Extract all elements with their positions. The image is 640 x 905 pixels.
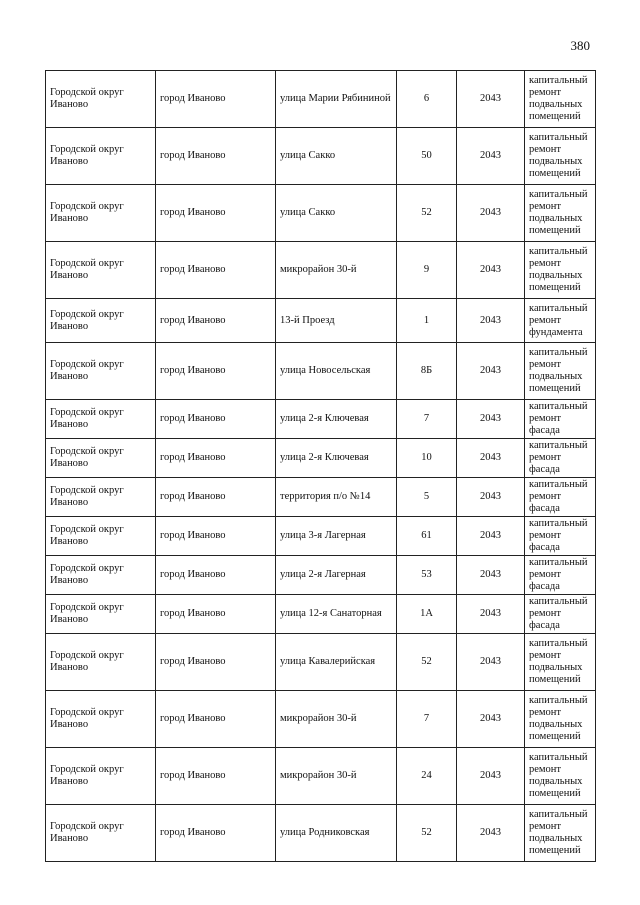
year-cell: 2043	[457, 634, 525, 691]
city-cell: город Иваново	[156, 517, 276, 556]
table-row	[46, 595, 596, 634]
okrug-cell: Городской округ Иваново	[46, 439, 156, 478]
okrug-cell: Городской округ Иваново	[46, 634, 156, 691]
okrug-cell: Городской округ Иваново	[46, 595, 156, 634]
table-row	[46, 439, 596, 478]
registry-body	[46, 71, 596, 862]
house-number-cell: 53	[397, 556, 457, 595]
city-cell: город Иваново	[156, 299, 276, 343]
street-cell: улица 2-я Лагерная	[276, 556, 397, 595]
street-cell: микрорайон 30-й	[276, 691, 397, 748]
year-cell: 2043	[457, 343, 525, 400]
house-number-cell: 50	[397, 128, 457, 185]
work-type-cell: капитальный ремонт фасада	[525, 556, 596, 595]
city-cell: город Иваново	[156, 691, 276, 748]
table-row	[46, 556, 596, 595]
year-cell: 2043	[457, 400, 525, 439]
city-cell: город Иваново	[156, 595, 276, 634]
city-cell: город Иваново	[156, 634, 276, 691]
house-number-cell: 52	[397, 634, 457, 691]
table-row	[46, 634, 596, 691]
work-type-cell: капитальный ремонт подвальных помещений	[525, 343, 596, 400]
work-type-cell: капитальный ремонт подвальных помещений	[525, 71, 596, 128]
okrug-cell: Городской округ Иваново	[46, 691, 156, 748]
table-row	[46, 242, 596, 299]
work-type-cell: капитальный ремонт фасада	[525, 478, 596, 517]
year-cell: 2043	[457, 185, 525, 242]
house-number-cell: 10	[397, 439, 457, 478]
city-cell: город Иваново	[156, 71, 276, 128]
page-number: 380	[570, 38, 590, 53]
house-number-cell: 6	[397, 71, 457, 128]
work-type-cell: капитальный ремонт подвальных помещений	[525, 805, 596, 862]
house-number-cell: 52	[397, 805, 457, 862]
year-cell: 2043	[457, 556, 525, 595]
work-type-cell: капитальный ремонт фасада	[525, 439, 596, 478]
year-cell: 2043	[457, 748, 525, 805]
okrug-cell: Городской округ Иваново	[46, 805, 156, 862]
house-number-cell: 52	[397, 185, 457, 242]
house-number-cell: 7	[397, 400, 457, 439]
okrug-cell: Городской округ Иваново	[46, 556, 156, 595]
work-type-cell: капитальный ремонт фундамента	[525, 299, 596, 343]
okrug-cell: Городской округ Иваново	[46, 185, 156, 242]
street-cell: улица Кавалерийская	[276, 634, 397, 691]
house-number-cell: 24	[397, 748, 457, 805]
street-cell: микрорайон 30-й	[276, 242, 397, 299]
table-row	[46, 343, 596, 400]
okrug-cell: Городской округ Иваново	[46, 748, 156, 805]
okrug-cell: Городской округ Иваново	[46, 299, 156, 343]
year-cell: 2043	[457, 439, 525, 478]
year-cell: 2043	[457, 517, 525, 556]
work-type-cell: капитальный ремонт подвальных помещений	[525, 691, 596, 748]
city-cell: город Иваново	[156, 439, 276, 478]
work-type-cell: капитальный ремонт подвальных помещений	[525, 748, 596, 805]
year-cell: 2043	[457, 71, 525, 128]
work-type-cell: капитальный ремонт фасада	[525, 517, 596, 556]
city-cell: город Иваново	[156, 556, 276, 595]
table-row	[46, 185, 596, 242]
work-type-cell: капитальный ремонт подвальных помещений	[525, 242, 596, 299]
year-cell: 2043	[457, 478, 525, 517]
okrug-cell: Городской округ Иваново	[46, 478, 156, 517]
city-cell: город Иваново	[156, 400, 276, 439]
house-number-cell: 8Б	[397, 343, 457, 400]
street-cell: улица Родниковская	[276, 805, 397, 862]
work-type-cell: капитальный ремонт подвальных помещений	[525, 185, 596, 242]
street-cell: улица 12-я Санаторная	[276, 595, 397, 634]
city-cell: город Иваново	[156, 242, 276, 299]
work-type-cell: капитальный ремонт подвальных помещений	[525, 634, 596, 691]
table-row	[46, 478, 596, 517]
city-cell: город Иваново	[156, 748, 276, 805]
work-type-cell: капитальный ремонт фасада	[525, 400, 596, 439]
work-type-cell: капитальный ремонт подвальных помещений	[525, 128, 596, 185]
year-cell: 2043	[457, 242, 525, 299]
street-cell: улица 3-я Лагерная	[276, 517, 397, 556]
street-cell: улица Сакко	[276, 185, 397, 242]
okrug-cell: Городской округ Иваново	[46, 343, 156, 400]
street-cell: улица Сакко	[276, 128, 397, 185]
table-row	[46, 691, 596, 748]
table-row	[46, 128, 596, 185]
table-row	[46, 748, 596, 805]
work-type-cell: капитальный ремонт фасада	[525, 595, 596, 634]
city-cell: город Иваново	[156, 128, 276, 185]
house-number-cell: 7	[397, 691, 457, 748]
house-number-cell: 1А	[397, 595, 457, 634]
year-cell: 2043	[457, 595, 525, 634]
street-cell: улица 2-я Ключевая	[276, 439, 397, 478]
year-cell: 2043	[457, 299, 525, 343]
table-row	[46, 71, 596, 128]
year-cell: 2043	[457, 128, 525, 185]
city-cell: город Иваново	[156, 343, 276, 400]
street-cell: 13-й Проезд	[276, 299, 397, 343]
street-cell: территория п/о №14	[276, 478, 397, 517]
okrug-cell: Городской округ Иваново	[46, 71, 156, 128]
table-row	[46, 400, 596, 439]
house-number-cell: 5	[397, 478, 457, 517]
okrug-cell: Городской округ Иваново	[46, 242, 156, 299]
city-cell: город Иваново	[156, 478, 276, 517]
street-cell: улица Новосельская	[276, 343, 397, 400]
street-cell: микрорайон 30-й	[276, 748, 397, 805]
okrug-cell: Городской округ Иваново	[46, 400, 156, 439]
city-cell: город Иваново	[156, 185, 276, 242]
city-cell: город Иваново	[156, 805, 276, 862]
okrug-cell: Городской округ Иваново	[46, 517, 156, 556]
house-number-cell: 9	[397, 242, 457, 299]
year-cell: 2043	[457, 691, 525, 748]
year-cell: 2043	[457, 805, 525, 862]
table-row	[46, 517, 596, 556]
table-row	[46, 805, 596, 862]
housing-registry-table	[45, 70, 596, 862]
okrug-cell: Городской округ Иваново	[46, 128, 156, 185]
house-number-cell: 61	[397, 517, 457, 556]
house-number-cell: 1	[397, 299, 457, 343]
table-row	[46, 299, 596, 343]
street-cell: улица Марии Рябининой	[276, 71, 397, 128]
street-cell: улица 2-я Ключевая	[276, 400, 397, 439]
